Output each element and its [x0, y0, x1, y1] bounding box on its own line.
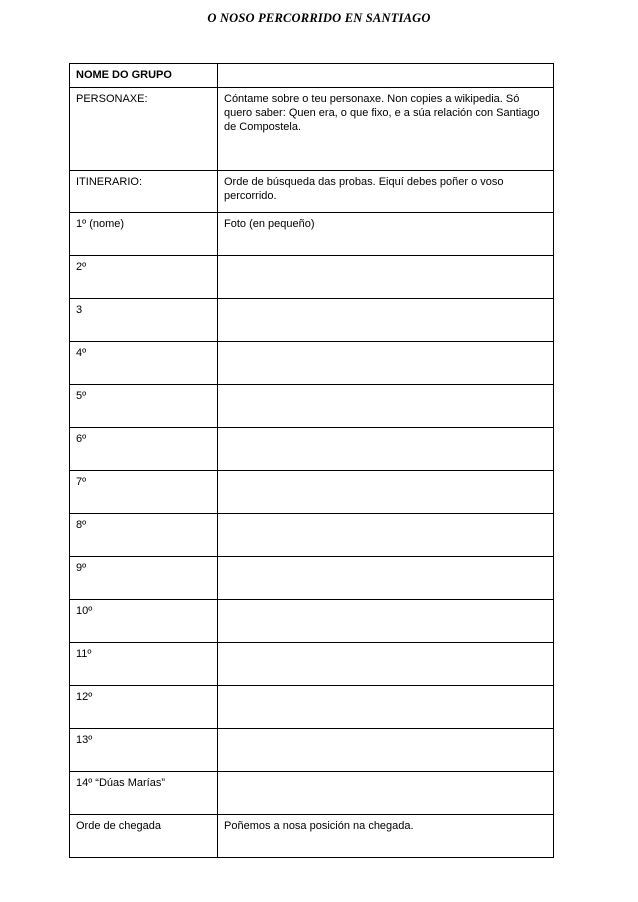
row-value-step-8[interactable]: [218, 514, 554, 557]
row-label-step-5: 5º: [70, 385, 218, 428]
row-label-character: PERSONAXE:: [70, 88, 218, 171]
table-row: [70, 213, 554, 256]
table-row: [70, 643, 554, 686]
row-label-step-7: 7º: [70, 471, 218, 514]
row-label-step-8: 8º: [70, 514, 218, 557]
table-row: [70, 772, 554, 815]
row-label-step-9: 9º: [70, 557, 218, 600]
table-row: [70, 171, 554, 213]
table-row: [70, 299, 554, 342]
row-label-step-2: 2º: [70, 256, 218, 299]
row-label-step-1: 1º (nome): [70, 213, 218, 256]
table-row: [70, 64, 554, 88]
row-value-step-14[interactable]: [218, 772, 554, 815]
row-label-step-14: 14º “Dúas Marías”: [70, 772, 218, 815]
row-value-step-7[interactable]: [218, 471, 554, 514]
table-row: [70, 256, 554, 299]
row-label-itinerary: ITINERARIO:: [70, 171, 218, 213]
row-label-step-13: 13º: [70, 729, 218, 772]
table-row: [70, 729, 554, 772]
row-label-step-4: 4º: [70, 342, 218, 385]
row-value-character[interactable]: Cóntame sobre o teu personaxe. Non copies a wikipedia. Só quero saber: Quen era, o que fixo, e a súa relación con Santiago de Compostela.: [218, 88, 554, 171]
table-row: [70, 428, 554, 471]
row-value-step-10[interactable]: [218, 600, 554, 643]
row-label-group-name: NOME DO GRUPO: [70, 64, 218, 88]
row-label-arrival-order: Orde de chegada: [70, 815, 218, 858]
table-row: [70, 557, 554, 600]
table-row: [70, 88, 554, 171]
table-row: [70, 815, 554, 858]
row-value-step-3[interactable]: [218, 299, 554, 342]
row-value-step-1[interactable]: Foto (en pequeño): [218, 213, 554, 256]
row-value-arrival-order[interactable]: Poñemos a nosa posición na chegada.: [218, 815, 554, 858]
row-value-step-12[interactable]: [218, 686, 554, 729]
row-value-step-5[interactable]: [218, 385, 554, 428]
row-value-group-name[interactable]: [218, 64, 554, 88]
row-value-step-11[interactable]: [218, 643, 554, 686]
group-route-form-table: [69, 63, 554, 858]
table-row: [70, 471, 554, 514]
table-row: [70, 600, 554, 643]
row-value-step-2[interactable]: [218, 256, 554, 299]
table-row: [70, 385, 554, 428]
row-label-step-12: 12º: [70, 686, 218, 729]
row-value-step-4[interactable]: [218, 342, 554, 385]
page-title: O NOSO PERCORRIDO EN SANTIAGO: [207, 11, 431, 25]
table-row: [70, 342, 554, 385]
table-row: [70, 514, 554, 557]
row-label-step-11: 11º: [70, 643, 218, 686]
row-value-step-9[interactable]: [218, 557, 554, 600]
row-value-step-6[interactable]: [218, 428, 554, 471]
row-value-itinerary[interactable]: Orde de búsqueda das probas. Eiquí debes poñer o voso percorrido.: [218, 171, 554, 213]
row-label-step-3: 3: [70, 299, 218, 342]
row-value-step-13[interactable]: [218, 729, 554, 772]
row-label-step-6: 6º: [70, 428, 218, 471]
table-row: [70, 686, 554, 729]
row-label-step-10: 10º: [70, 600, 218, 643]
